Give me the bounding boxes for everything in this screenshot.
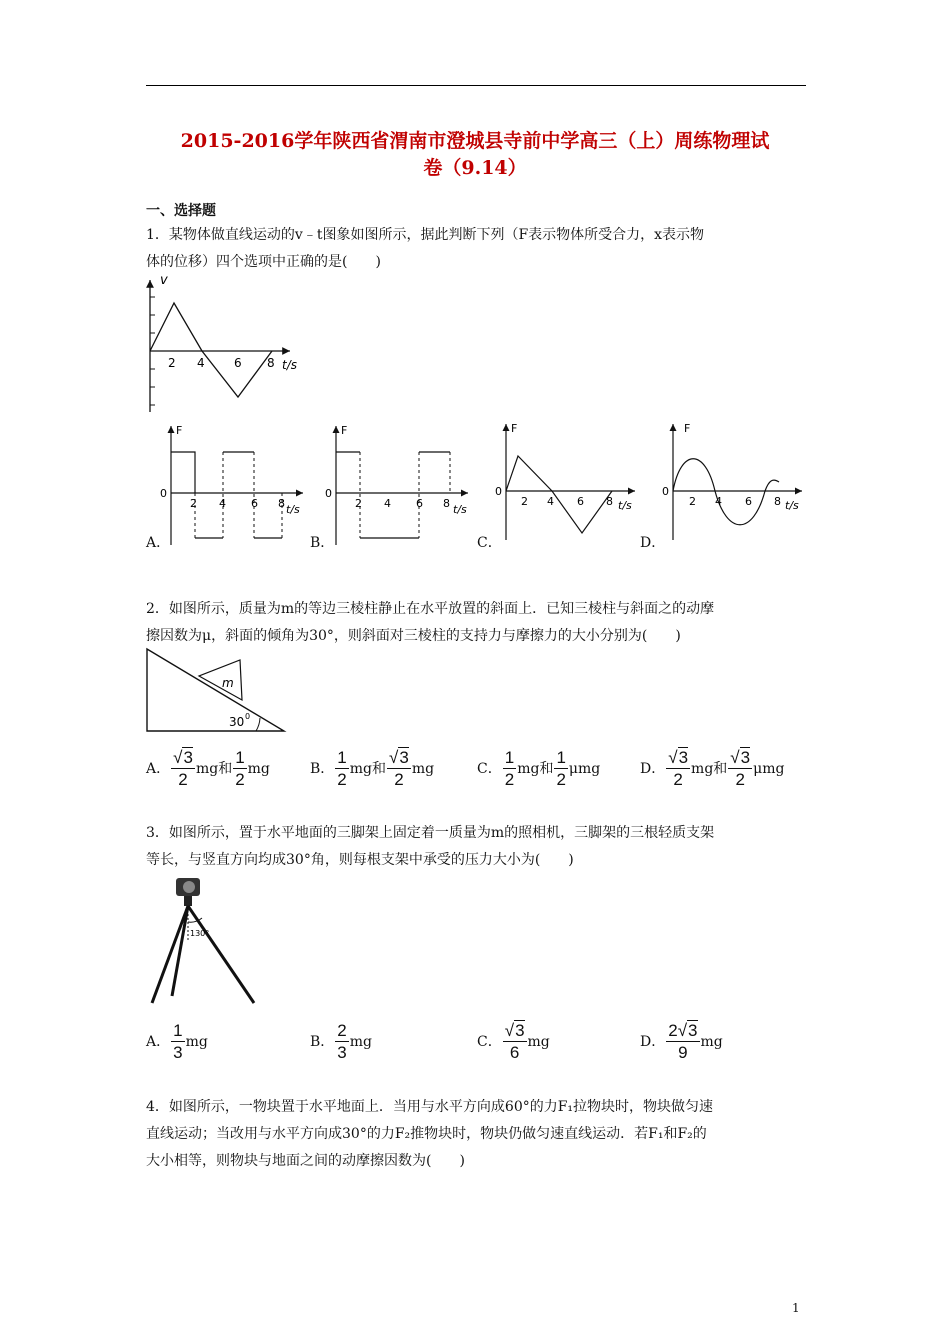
q1-option-c-label[interactable]: C． [477, 535, 502, 551]
q1-option-b-label[interactable]: B． [310, 535, 335, 551]
q1-option-b-graph [320, 420, 480, 548]
svg-text:F: F [511, 422, 518, 435]
question-4-text [146, 1094, 810, 1175]
svg-text:2: 2 [521, 495, 528, 508]
incline-triangle [147, 649, 284, 731]
svg-text:m: m [222, 676, 234, 690]
svg-text:0: 0 [662, 485, 669, 498]
question-4-line-3: 大小相等，则物块与地面之间的动摩擦因数为( ) [146, 1153, 465, 1169]
q3-option-b[interactable]: B． $\frac{2}{3}$ mg [310, 1021, 373, 1062]
svg-text:t/s: t/s [785, 499, 799, 512]
svg-text:6: 6 [416, 497, 423, 510]
question-3-line-1: 3．如图所示，置于水平地面的三脚架上固定着一质量为m的照相机，三脚架的三根轻质支架 [146, 825, 715, 841]
svg-text:8: 8 [774, 495, 781, 508]
question-1-line-2: 体的位移）四个选项中正确的是( ) [146, 254, 381, 270]
svg-text:4: 4 [219, 497, 226, 510]
tripod-leg-middle [172, 906, 188, 996]
question-2-line-1: 2．如图所示，质量为m的等边三棱柱静止在水平放置的斜面上．已知三棱柱与斜面之的动摩 [146, 601, 715, 617]
v-label: v [160, 273, 168, 288]
svg-text:t/s: t/s [618, 499, 632, 512]
question-4-line-2: 直线运动；当改用与水平方向成30°的力F₂推物块时，物块仍做匀速直线运动．若F₁和F₂的 [146, 1126, 707, 1142]
svg-text:0: 0 [160, 487, 167, 500]
tripod-leg-left [152, 906, 188, 1003]
svg-text:6: 6 [251, 497, 258, 510]
question-4-line-1: 4．如图所示，一物块置于水平地面上．当用与水平方向成60°的力F₁拉物块时，物块做匀速 [146, 1099, 714, 1115]
svg-text:8: 8 [443, 497, 450, 510]
svg-text:4: 4 [715, 495, 722, 508]
tick-6: 6 [234, 356, 242, 370]
q1-option-d-graph [657, 418, 809, 543]
q2-option-d[interactable]: D． $\frac{√3}{2}$ mg和 $\frac{√3}{2}$ μmg [640, 748, 785, 789]
q3-option-a[interactable]: A． $\frac{1}{3}$ mg [146, 1021, 208, 1062]
q1-option-c-graph [490, 418, 640, 543]
tick-2: 2 [168, 356, 176, 370]
incline-figure [144, 646, 289, 736]
header-rule [146, 85, 806, 86]
svg-text:8: 8 [606, 495, 613, 508]
vt-curve [150, 303, 272, 397]
svg-text:F: F [684, 422, 691, 435]
svg-text:F: F [341, 424, 348, 437]
svg-text:30: 30 [229, 715, 245, 729]
q2-option-a[interactable]: A． $\frac{√3}{2}$ mg和 $\frac{1}{2}$ mg [146, 748, 270, 789]
svg-text:8: 8 [278, 497, 285, 510]
prism [199, 660, 242, 700]
svg-text:4: 4 [547, 495, 554, 508]
svg-text:0: 0 [325, 487, 332, 500]
question-2-text [146, 596, 810, 650]
question-1-line-1: 1．某物体做直线运动的v﹣t图象如图所示，据此判断下列（F表示物体所受合力，x表示物 [146, 227, 705, 243]
tick-4: 4 [197, 356, 205, 370]
question-3-line-2: 等长，与竖直方向均成30°角，则每根支架中承受的压力大小为( ) [146, 852, 574, 868]
question-1-text [146, 222, 810, 276]
q1-option-a-label[interactable]: A． [146, 535, 171, 551]
vt-graph [140, 272, 310, 417]
svg-text:0: 0 [495, 485, 502, 498]
question-2-line-2: 擦因数为μ，斜面的倾角为30°，则斜面对三棱柱的支持力与摩擦力的大小分别为( ) [146, 628, 681, 644]
page-title [140, 128, 810, 182]
q3-option-c[interactable]: C． $\frac{√3}{6}$ mg [477, 1021, 550, 1062]
page-number: 1 [792, 1301, 800, 1315]
tripod-figure [144, 870, 264, 1008]
q3-option-d[interactable]: D． $\frac{2√3}{9}$ mg [640, 1021, 723, 1062]
svg-text:F: F [176, 424, 183, 437]
svg-text:2: 2 [689, 495, 696, 508]
svg-text:2: 2 [355, 497, 362, 510]
svg-text:6: 6 [745, 495, 752, 508]
svg-text:0: 0 [245, 712, 251, 721]
q1-option-a-graph [155, 420, 310, 548]
q2-option-b[interactable]: B． $\frac{1}{2}$ mg和 $\frac{√3}{2}$ mg [310, 748, 435, 789]
svg-text:4: 4 [384, 497, 391, 510]
title-line-1: 2015-2016学年陕西省渭南市澄城县寺前中学高三（上）周练物理试 [180, 130, 770, 152]
svg-text:130°: 130° [190, 929, 210, 938]
q2-option-c[interactable]: C． $\frac{1}{2}$ mg和 $\frac{1}{2}$ μmg [477, 748, 601, 789]
t-label: t/s [282, 358, 297, 372]
q1-option-d-label[interactable]: D． [640, 535, 666, 551]
question-3-text [146, 820, 810, 874]
title-line-2: 卷（9.14） [423, 157, 527, 179]
section-heading: 一、选择题 [146, 203, 216, 219]
svg-text:6: 6 [577, 495, 584, 508]
svg-text:t/s: t/s [453, 503, 467, 516]
svg-text:2: 2 [190, 497, 197, 510]
svg-text:t/s: t/s [286, 503, 300, 516]
tick-8: 8 [267, 356, 275, 370]
